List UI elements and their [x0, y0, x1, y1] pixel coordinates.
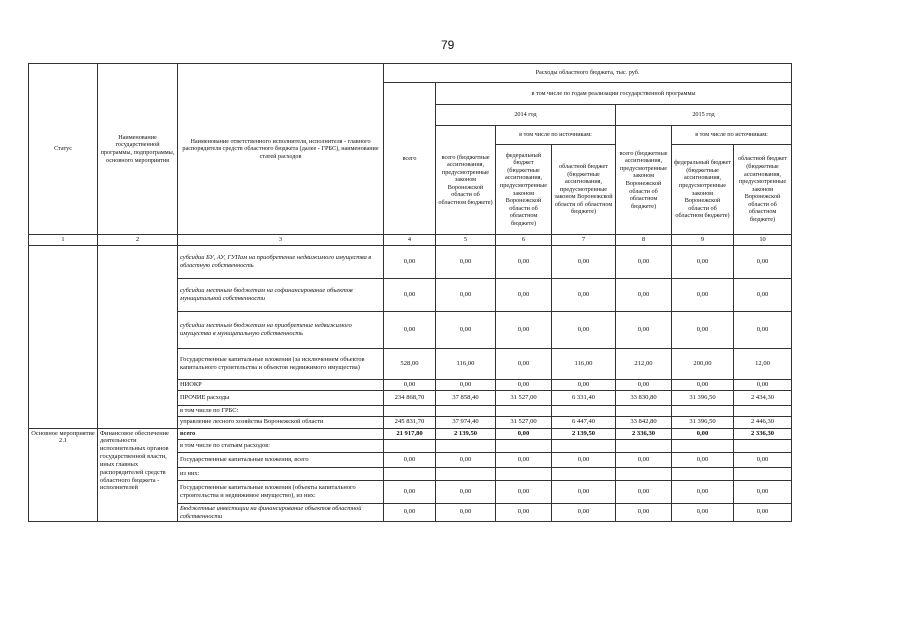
value-cell: 31 396,50 — [672, 416, 734, 428]
table-row — [29, 245, 792, 278]
value-cell — [734, 439, 792, 452]
value-cell: 0,00 — [672, 311, 734, 348]
value-cell: 0,00 — [552, 245, 616, 278]
col-number: 6 — [496, 235, 552, 246]
value-cell: 0,00 — [734, 278, 792, 311]
value-cell: 0,00 — [672, 428, 734, 439]
col-number: 7 — [552, 235, 616, 246]
row-label: из них: — [178, 467, 384, 480]
value-cell — [616, 405, 672, 416]
value-cell: 31 527,00 — [496, 390, 552, 405]
header-year-2015: 2015 год — [616, 105, 792, 126]
value-cell: 0,00 — [436, 452, 496, 467]
value-cell: 6 331,40 — [552, 390, 616, 405]
row-label: Бюджетные инвестиции на финансирование объектов областной собственности — [178, 503, 384, 522]
value-cell: 2 139,50 — [436, 428, 496, 439]
value-cell: 0,00 — [616, 278, 672, 311]
budget-table — [28, 63, 792, 522]
header-total-budget: всего (бюджетные ассигнования, предусмотренные законом Воронежской области об областном бюджете) — [436, 126, 496, 235]
value-cell — [672, 405, 734, 416]
value-cell: 0,00 — [436, 311, 496, 348]
value-cell: 0,00 — [552, 311, 616, 348]
value-cell — [616, 467, 672, 480]
value-cell — [496, 439, 552, 452]
value-cell: 0,00 — [672, 379, 734, 390]
value-cell: 33 842,80 — [616, 416, 672, 428]
value-cell — [672, 439, 734, 452]
status-cell-empty — [29, 245, 98, 428]
value-cell — [436, 467, 496, 480]
value-cell: 0,00 — [672, 480, 734, 503]
value-cell: 0,00 — [436, 245, 496, 278]
value-cell: 0,00 — [496, 503, 552, 522]
value-cell: 0,00 — [436, 278, 496, 311]
value-cell: 0,00 — [496, 379, 552, 390]
value-cell — [496, 405, 552, 416]
col-number: 9 — [672, 235, 734, 246]
page-number: 79 — [441, 38, 455, 52]
header-federal-2014: федеральный бюджет (бюджетные ассигнования, предусмотренные законом Воронежской области об областном бюджете) — [496, 145, 552, 235]
value-cell: 0,00 — [734, 379, 792, 390]
value-cell: 0,00 — [552, 278, 616, 311]
value-cell: 33 830,80 — [616, 390, 672, 405]
value-cell: 37 974,40 — [436, 416, 496, 428]
value-cell: 0,00 — [616, 311, 672, 348]
value-cell: 0,00 — [672, 452, 734, 467]
header-by-sources-2015: в том числе по источникам: — [672, 126, 792, 145]
header-regional-2014: областной бюджет (бюджетные ассигнования, предусмотренные законом Воронежской области об областном бюджете) — [552, 145, 616, 235]
value-cell — [436, 405, 496, 416]
value-cell: 31 396,50 — [672, 390, 734, 405]
row-label: Государственные капитальные вложения (за исключением объектов капитального строительства и объектов недвижимого имущества) — [178, 348, 384, 379]
value-cell: 0,00 — [384, 503, 436, 522]
value-cell: 0,00 — [436, 503, 496, 522]
value-cell: 0,00 — [552, 379, 616, 390]
value-cell: 0,00 — [616, 480, 672, 503]
value-cell: 2 139,50 — [552, 428, 616, 439]
value-cell: 0,00 — [496, 480, 552, 503]
col-number: 10 — [734, 235, 792, 246]
row-label: Государственные капитальные вложения, всего — [178, 452, 384, 467]
header-year-2014: 2014 год — [436, 105, 616, 126]
value-cell: 0,00 — [552, 503, 616, 522]
col-number: 3 — [178, 235, 384, 246]
value-cell: 0,00 — [496, 348, 552, 379]
row-label: субсидии местным бюджетам на приобретение недвижимого имущества в муниципальную собственность — [178, 311, 384, 348]
value-cell: 0,00 — [734, 311, 792, 348]
value-cell: 31 527,00 — [496, 416, 552, 428]
value-cell — [436, 439, 496, 452]
value-cell: 212,00 — [616, 348, 672, 379]
row-label: субсидии местным бюджетам на софинансирование объектов муниципальной собственности — [178, 278, 384, 311]
value-cell: 37 858,40 — [436, 390, 496, 405]
value-cell: 0,00 — [616, 503, 672, 522]
value-cell: 2 336,30 — [616, 428, 672, 439]
section-status: Основное мероприятие 2.1 — [29, 428, 98, 522]
row-label: управление лесного хозяйства Воронежской области — [178, 416, 384, 428]
value-cell: 0,00 — [496, 452, 552, 467]
value-cell: 0,00 — [384, 480, 436, 503]
value-cell: 528,00 — [384, 348, 436, 379]
header-regional-2015: областной бюджет (бюджетные ассигнования, предусмотренные законом Воронежской области об областном бюджете) — [734, 145, 792, 235]
value-cell — [672, 467, 734, 480]
value-cell: 0,00 — [616, 379, 672, 390]
value-cell: 21 917,80 — [384, 428, 436, 439]
value-cell: 234 868,70 — [384, 390, 436, 405]
header-total: всего — [384, 83, 436, 235]
value-cell — [734, 405, 792, 416]
value-cell: 12,00 — [734, 348, 792, 379]
value-cell: 0,00 — [496, 278, 552, 311]
row-label: НИОКР — [178, 379, 384, 390]
value-cell: 0,00 — [672, 503, 734, 522]
value-cell: 0,00 — [616, 452, 672, 467]
header-federal-2015: федеральный бюджет (бюджетные ассигнования, предусмотренные законом Воронежской области об областном бюджете) — [672, 145, 734, 235]
value-cell: 0,00 — [384, 245, 436, 278]
col-number: 1 — [29, 235, 98, 246]
value-cell: 116,00 — [436, 348, 496, 379]
header-by-sources-2014: в том числе по источникам: — [496, 126, 616, 145]
header-executor: Наименование ответственного исполнителя, исполнителя - главного распорядителя средств областного бюджета (далее - ГРБС), наименование статей расходов — [178, 64, 384, 235]
value-cell: 0,00 — [616, 245, 672, 278]
value-cell: 0,00 — [496, 311, 552, 348]
value-cell — [496, 467, 552, 480]
value-cell — [384, 439, 436, 452]
value-cell: 0,00 — [384, 379, 436, 390]
value-cell: 2 434,30 — [734, 390, 792, 405]
header-expenses: Расходы областного бюджета, тыс. руб. — [384, 64, 792, 83]
header-total-budget-2015: всего (бюджетные ассигнования, предусмотренные законом Воронежской области об областном бюджете) — [616, 126, 672, 235]
row-label: субсидии БУ, АУ, ГУПам на приобретение недвижимого имущества в областную собственность — [178, 245, 384, 278]
value-cell: 6 447,40 — [552, 416, 616, 428]
value-cell: 0,00 — [552, 452, 616, 467]
value-cell: 116,00 — [552, 348, 616, 379]
value-cell: 200,00 — [672, 348, 734, 379]
section-name: Финансовое обеспечение деятельности исполнительных органов государственной власти, иных главных распорядителей средств областного бюджета - исполнителей — [98, 428, 178, 522]
value-cell: 2 336,30 — [734, 428, 792, 439]
value-cell: 0,00 — [552, 480, 616, 503]
value-cell: 0,00 — [436, 379, 496, 390]
value-cell: 0,00 — [734, 480, 792, 503]
row-label: в том числе по ГРБС: — [178, 405, 384, 416]
col-number: 5 — [436, 235, 496, 246]
value-cell: 0,00 — [734, 245, 792, 278]
value-cell: 0,00 — [496, 245, 552, 278]
value-cell — [552, 405, 616, 416]
value-cell: 0,00 — [496, 428, 552, 439]
col-number: 8 — [616, 235, 672, 246]
value-cell: 0,00 — [436, 480, 496, 503]
value-cell: 0,00 — [734, 503, 792, 522]
value-cell — [384, 467, 436, 480]
row-label: Государственные капитальные вложения (объекты капитального строительства и недвижимое имущество), из них: — [178, 480, 384, 503]
value-cell: 245 831,70 — [384, 416, 436, 428]
header-by-years: в том числе по годам реализации государственной программы — [436, 83, 792, 105]
col-number: 4 — [384, 235, 436, 246]
value-cell — [734, 467, 792, 480]
value-cell — [616, 439, 672, 452]
value-cell: 0,00 — [672, 245, 734, 278]
value-cell: 2 446,30 — [734, 416, 792, 428]
value-cell: 0,00 — [734, 452, 792, 467]
row-label: в том числе по статьям расходов: — [178, 439, 384, 452]
header-program-name: Наименование государственной программы, подпрограммы, основного мероприятия — [98, 64, 178, 235]
header-status: Статус — [29, 64, 98, 235]
value-cell — [552, 467, 616, 480]
col-number: 2 — [98, 235, 178, 246]
value-cell — [384, 405, 436, 416]
value-cell: 0,00 — [384, 311, 436, 348]
row-label: ПРОЧИЕ расходы — [178, 390, 384, 405]
value-cell: 0,00 — [384, 452, 436, 467]
value-cell — [552, 439, 616, 452]
row-label: всего — [178, 428, 384, 439]
table-row — [29, 428, 792, 439]
value-cell: 0,00 — [672, 278, 734, 311]
program-cell-empty — [98, 245, 178, 428]
value-cell: 0,00 — [384, 278, 436, 311]
